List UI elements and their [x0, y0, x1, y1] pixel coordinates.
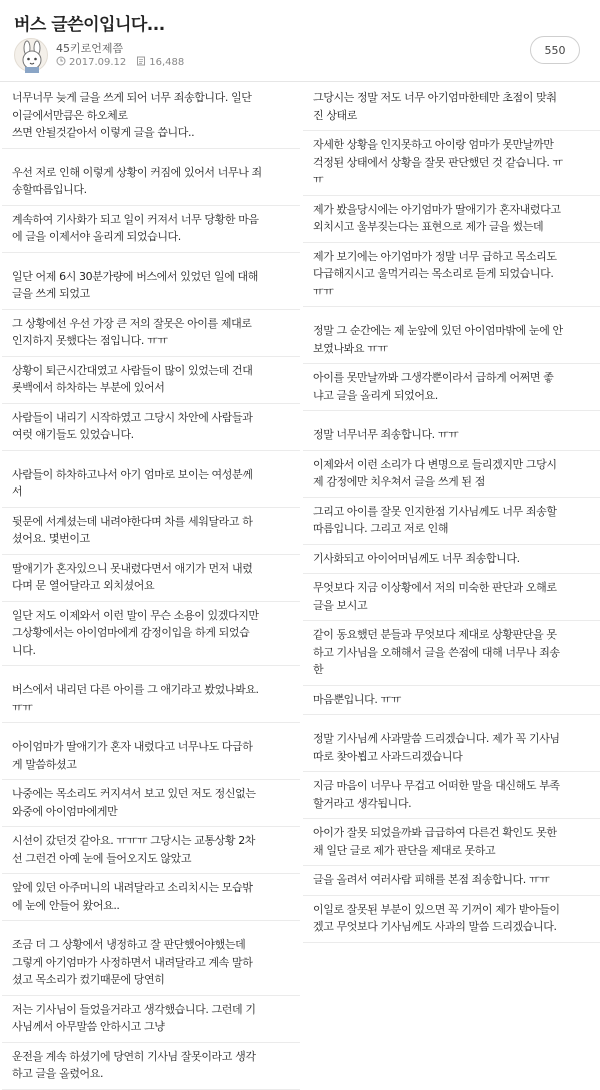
text-line: 그상황에서는 아이엄마에게 감정이입을 하게 되었습	[12, 626, 250, 639]
text-line: 다급해지시고 울먹거리는 목소리로 듣게 되었습니다.	[313, 267, 554, 280]
paragraph-gap	[2, 723, 300, 733]
text-line: 사님께서 아무말씀 안하시고 그냥	[12, 1020, 165, 1033]
clock-icon	[56, 56, 66, 69]
text-line: 정말 너무너무 죄송합니다. ㅠㅠ	[313, 428, 459, 441]
text-line: 니다.	[12, 643, 36, 657]
text-line: 일단 어제 6시 30분가량에 버스에서 있었던 일에 대해	[12, 269, 258, 283]
text-line: 셨고 목소리가 컸기때문에 당연히	[12, 973, 165, 986]
text-line: 제 감정에만 치우쳐서 글을 쓰게 된 점	[313, 475, 485, 488]
text-line: 시선이 갔던것 같아요. ㅠㅠㅠ 그당시는 교통상황 2차	[12, 834, 256, 847]
text-line: 진 상태로	[313, 108, 358, 122]
text-line: 사람들이 하차하고나서 아기 엄마로 보이는 여성분께	[12, 467, 253, 481]
text-line: 뒷문에 서계셨는데 내려야한다며 차를 세워달라고 하	[12, 514, 253, 528]
text-line: 딸애기가 혼자있으니 못내렸다면서 애기가 먼저 내렸	[12, 561, 253, 575]
text-line: 하고 글을 올렸어요.	[12, 1067, 104, 1080]
text-paragraph	[2, 84, 300, 149]
text-paragraph	[303, 131, 600, 196]
text-line: 글을 쓰게 되었고	[12, 287, 90, 300]
text-line: 계속하여 기사화가 되고 일이 커져서 너무 당황한 마음	[12, 212, 259, 226]
text-paragraph	[303, 574, 600, 621]
text-line: 그리고 아이를 잘못 인지한점 기사님께도 너무 죄송할	[313, 504, 557, 518]
text-line: 그 상황에선 우선 가장 큰 저의 잘못은 아이를 제대로	[12, 316, 252, 330]
text-line: 마음뿐입니다. ㅠㅠ	[313, 692, 402, 706]
text-line: 기사화되고 아이어머님께도 너무 죄송합니다.	[313, 551, 520, 565]
text-paragraph	[303, 498, 600, 545]
document-icon	[136, 56, 146, 69]
text-line: 일단 저도 이제와서 이런 말이 무슨 소용이 있겠다지만	[12, 608, 259, 622]
bunny-avatar-icon[interactable]	[14, 38, 48, 72]
text-paragraph	[303, 686, 600, 716]
text-line: 에 눈에 안들어 왔어요..	[12, 898, 120, 912]
text-line: 이일로 잘못된 부분이 있으면 꼭 기꺼이 제가 받아들이	[313, 902, 560, 916]
text-paragraph	[2, 461, 300, 508]
screenshot-columns	[0, 84, 600, 1080]
text-line: 에 글을 이제서야 올리게 되었습니다.	[12, 230, 181, 243]
text-line: 쓰면 안될것같아서 이렇게 글을 씁니다..	[12, 126, 195, 139]
text-line: 인지하지 못했다는 점입니다. ㅠㅠ	[12, 334, 168, 347]
text-line: 사람들이 내리기 시작하였고 그당시 차안에 사람들과	[12, 410, 253, 424]
text-line: 글을 올려서 여러사람 피해를 본점 죄송합니다. ㅠㅠ	[313, 873, 550, 886]
text-paragraph	[303, 421, 600, 451]
text-paragraph	[2, 357, 300, 404]
text-line: 지금 마음이 너무나 무겁고 어떠한 말을 대신해도 부족	[313, 779, 560, 792]
text-line: 한	[313, 663, 324, 676]
text-line: 하고 기사님을 오해해서 글을 쓴점에 대해 너무나 죄송	[313, 645, 560, 659]
text-line: 아이를 못만날까봐 그생각뿐이라서 급하게 어쩌면 좋	[313, 371, 554, 384]
text-line: 송할따름입니다.	[12, 183, 87, 196]
text-line: 서	[12, 485, 23, 498]
text-paragraph	[2, 206, 300, 253]
text-line: 우선 저로 인해 이렇게 상황이 커짐에 있어서 너무나 죄	[12, 165, 262, 179]
text-paragraph	[303, 196, 600, 243]
paragraph-gap	[303, 715, 600, 725]
text-paragraph	[303, 451, 600, 498]
text-paragraph	[303, 243, 600, 308]
text-paragraph	[303, 725, 600, 772]
post-date: 2017.09.12	[69, 57, 127, 68]
text-paragraph	[2, 1043, 300, 1090]
post-title: 버스 글쓴이입니다...	[14, 15, 165, 35]
text-paragraph	[303, 545, 600, 575]
text-line: 글을 보시고	[313, 598, 368, 612]
text-paragraph	[2, 733, 300, 780]
text-paragraph	[2, 159, 300, 206]
text-line: 상황이 퇴근시간대였고 사람들이 많이 있었는데 건대	[12, 363, 253, 377]
text-paragraph	[303, 317, 600, 364]
author-name[interactable]: 45키로언제쯤	[56, 42, 124, 55]
text-paragraph	[2, 931, 300, 996]
text-line: 와중에 아이엄마에게만	[12, 804, 118, 818]
left-text-column	[2, 84, 300, 1080]
text-line: 롯백에서 하차하는 부분에 있어서	[12, 381, 165, 394]
paragraph-gap	[2, 451, 300, 461]
text-paragraph	[2, 404, 300, 451]
comment-count-button[interactable]: 550	[530, 36, 580, 64]
text-paragraph	[2, 508, 300, 555]
text-line: 여럿 얘기들도 있었습니다.	[12, 428, 134, 441]
post-header	[0, 0, 600, 82]
text-paragraph	[2, 827, 300, 874]
text-line: 너무너무 늦게 글을 쓰게 되어 너무 죄송합니다. 일단	[12, 91, 252, 104]
text-line: 이제와서 이런 소리가 다 변명으로 들리겠지만 그당시	[313, 457, 557, 471]
text-paragraph	[303, 866, 600, 896]
text-line: 다며 문 열어달라고 외치셨어요	[12, 579, 155, 592]
text-line: 아이엄마가 딸애기가 혼자 내렸다고 너무나도 다급하	[12, 740, 253, 753]
paragraph-gap	[303, 411, 600, 421]
text-line: 냐고 글을 올리게 되었어요.	[313, 388, 438, 402]
text-line: 그렇게 아기엄마가 사정하면서 내려달라고 계속 말하	[12, 955, 253, 969]
text-line: ㅠㅠ	[12, 700, 33, 714]
text-line: 외치시고 울부짖는다는 표현으로 제가 글을 썼는데	[313, 220, 544, 233]
text-line: 게 말씀하셨고	[12, 757, 77, 771]
text-paragraph	[303, 364, 600, 411]
paragraph-gap	[2, 253, 300, 263]
text-line: ㅠㅠ	[313, 284, 334, 298]
paragraph-gap	[303, 307, 600, 317]
right-text-column	[303, 84, 600, 933]
text-paragraph	[303, 621, 600, 686]
text-paragraph	[2, 676, 300, 723]
text-paragraph	[2, 555, 300, 602]
text-line: 채 일단 글로 제가 판단을 제대로 못하고	[313, 843, 496, 857]
text-line: 셨어요. 몇번이고	[12, 532, 90, 545]
text-paragraph	[303, 84, 600, 131]
text-paragraph	[2, 602, 300, 667]
text-line: 조금 더 그 상황에서 냉정하고 잘 판단했어야했는데	[12, 938, 246, 951]
text-line: 운전을 계속 하셨기에 당연히 기사님 잘못이라고 생각	[12, 1049, 256, 1063]
text-line: 따로 찾아뵙고 사과드리겠습니다	[313, 749, 463, 763]
text-line: 정말 기사님께 사과말씀 드리겠습니다. 제가 꼭 기사님	[313, 732, 560, 745]
view-count: 16,488	[149, 57, 185, 68]
text-line: 선 그런건 아예 눈에 들어오지도 않았고	[12, 851, 192, 865]
text-line: 이글에서만큼은 하오체로	[12, 108, 128, 122]
text-line: 따름입니다. 그리고 저로 인해	[313, 522, 449, 535]
text-line: 걱정된 상태에서 상황을 잘못 판단했던 것 같습니다. ㅠ	[313, 155, 563, 169]
text-line: 겠고 무엇보다 기사님께도 사과의 말씀 드리겠습니다.	[313, 920, 557, 933]
text-line: 자세한 상황을 인지못하고 아이랑 엄마가 못만날까만	[313, 138, 554, 151]
text-line: 무엇보다 지금 이상황에서 저의 미숙한 판단과 오해로	[313, 581, 557, 594]
text-line: 보였나봐요 ㅠㅠ	[313, 341, 388, 355]
post-meta	[56, 56, 184, 69]
paragraph-gap	[2, 149, 300, 159]
text-line: 제가 봤을당시에는 아기엄마가 딸애기가 혼자내렸다고	[313, 202, 561, 216]
paragraph-gap	[2, 666, 300, 676]
text-line: 제가 보기에는 아기엄마가 정말 너무 급하고 목소리도	[313, 249, 557, 263]
text-paragraph	[2, 996, 300, 1043]
text-line: 그당시는 정말 저도 너무 아기엄마한테만 초점이 맞춰	[313, 91, 557, 104]
paragraph-gap	[2, 921, 300, 931]
text-line: 버스에서 내리던 다른 아이를 그 애기라고 봤었나봐요.	[12, 683, 259, 696]
text-paragraph	[2, 780, 300, 827]
text-paragraph	[2, 310, 300, 357]
text-paragraph	[2, 874, 300, 921]
text-line: 나중에는 목소리도 커지셔서 보고 있던 저도 정신없는	[12, 787, 256, 800]
text-line: 정말 그 순간에는 제 눈앞에 있던 아이엄마밖에 눈에 안	[313, 324, 563, 337]
text-line: 앞에 있던 아주머니의 내려달라고 소리치시는 모습밖	[12, 881, 253, 894]
text-line: ㅠ	[313, 173, 324, 186]
text-line: 아이가 잘못 되었을까봐 급급하여 다른건 확인도 못한	[313, 826, 557, 839]
text-paragraph	[303, 896, 600, 943]
text-paragraph	[303, 819, 600, 866]
text-paragraph	[2, 263, 300, 310]
text-line: 저는 기사님이 들었을거라고 생각했습니다. 그런데 기	[12, 1002, 256, 1016]
text-line: 할거라고 생각됩니다.	[313, 796, 412, 810]
text-line: 같이 동요했던 분들과 무엇보다 제대로 상황판단을 못	[313, 628, 557, 641]
text-paragraph	[303, 772, 600, 819]
